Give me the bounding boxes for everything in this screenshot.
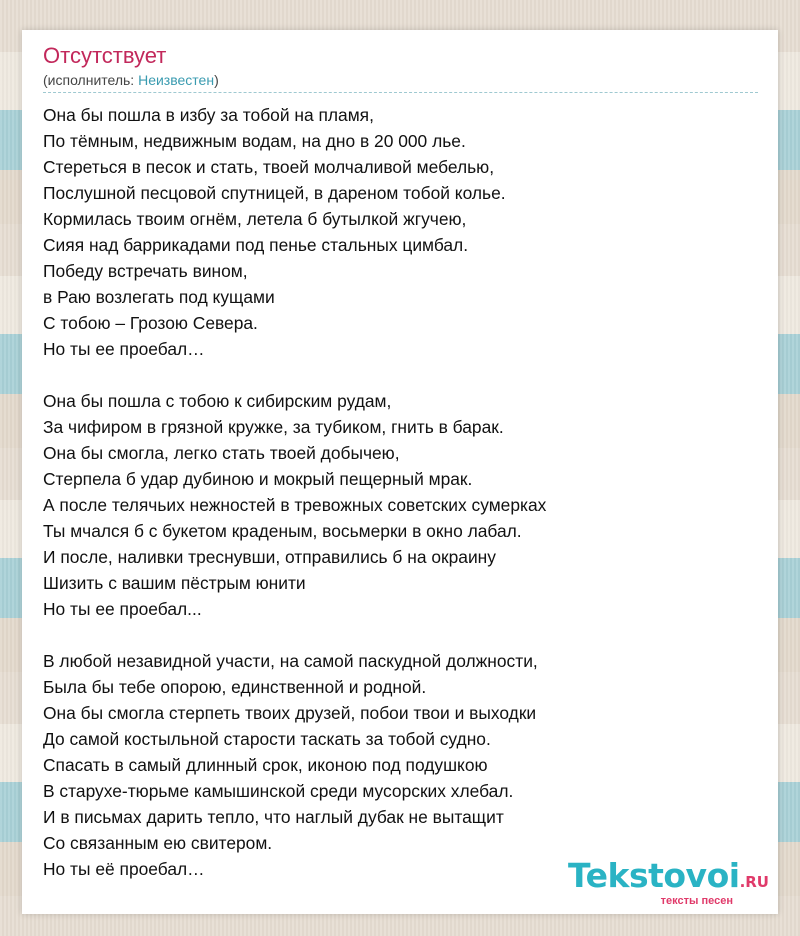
logo-tagline: тексты песен — [660, 895, 733, 907]
lyrics-line: С тобою – Грозою Севера. — [43, 313, 258, 333]
lyrics-line: В старухе-тюрьме камышинской среди мусорских хлебал. — [43, 781, 514, 801]
logo-name: Tekstovoi — [568, 856, 740, 895]
song-title: Отсутствует — [43, 43, 167, 68]
lyrics-line: Ты мчался б с букетом краденым, восьмерки в окно лабал. — [43, 521, 522, 541]
lyrics-line: И в письмах дарить тепло, что наглый дубак не вытащит — [43, 807, 504, 827]
artist-suffix: ) — [214, 72, 219, 88]
lyrics-line: До самой костыльной старости таскать за тобой судно. — [43, 729, 491, 749]
artist-prefix: (исполнитель: — [43, 72, 139, 88]
lyrics-line: И после, наливки треснувши, отправились б на окраину — [43, 547, 496, 567]
lyrics-line: А после телячьих нежностей в тревожных советских сумерках — [43, 495, 547, 515]
lyrics-card — [22, 30, 778, 914]
site-logo[interactable] — [568, 856, 769, 907]
lyrics-line: Но ты ее проебал... — [43, 599, 202, 619]
lyrics-line: Но ты ее проебал… — [43, 339, 205, 359]
lyrics-line: Со связанным ею свитером. — [43, 833, 273, 853]
lyrics-stanza — [43, 388, 758, 622]
artist-line — [43, 71, 758, 93]
lyrics-stanza — [43, 648, 758, 882]
lyrics-line: Послушной песцовой спутницей, в дареном тобой колье. — [43, 183, 506, 203]
logo-suffix: .RU — [739, 873, 769, 891]
artist-link[interactable]: Неизвестен — [138, 72, 215, 88]
lyrics-line: Стерпела б удар дубиною и мокрый пещерный мрак. — [43, 469, 473, 489]
lyrics-line: Победу встречать вином, — [43, 261, 248, 281]
lyrics-line: За чифиром в грязной кружке, за тубиком, гнить в барак. — [43, 417, 504, 437]
lyrics-line: Стереться в песок и стать, твоей молчаливой мебелью, — [43, 157, 495, 177]
lyrics-line: Кормилась твоим огнём, летела б бутылкой жгучею, — [43, 209, 467, 229]
lyrics-line: Она бы пошла с тобою к сибирским рудам, — [43, 391, 392, 411]
lyrics-stanza — [43, 102, 758, 362]
lyrics-line: Она бы смогла, легко стать твоей добычею, — [43, 443, 400, 463]
lyrics-line: Спасать в самый длинный срок, иконою под подушкою — [43, 755, 488, 775]
lyrics-line: Но ты её проебал… — [43, 859, 205, 879]
lyrics-line: В любой незавидной участи, на самой паскудной должности, — [43, 651, 538, 671]
lyrics-line: Она бы пошла в избу за тобой на пламя, — [43, 105, 374, 125]
lyrics-line: По тёмным, недвижным водам, на дно в 20 000 лье. — [43, 131, 466, 151]
lyrics-line: Шизить с вашим пёстрым юнити — [43, 573, 306, 593]
lyrics-line: в Раю возлегать под кущами — [43, 287, 275, 307]
lyrics-body — [43, 102, 758, 882]
lyrics-line: Была бы тебе опорою, единственной и родной. — [43, 677, 427, 697]
lyrics-line: Сияя над баррикадами под пенье стальных цимбал. — [43, 235, 469, 255]
lyrics-line: Она бы смогла стерпеть твоих друзей, побои твои и выходки — [43, 703, 537, 723]
logo-wordmark — [568, 856, 769, 899]
